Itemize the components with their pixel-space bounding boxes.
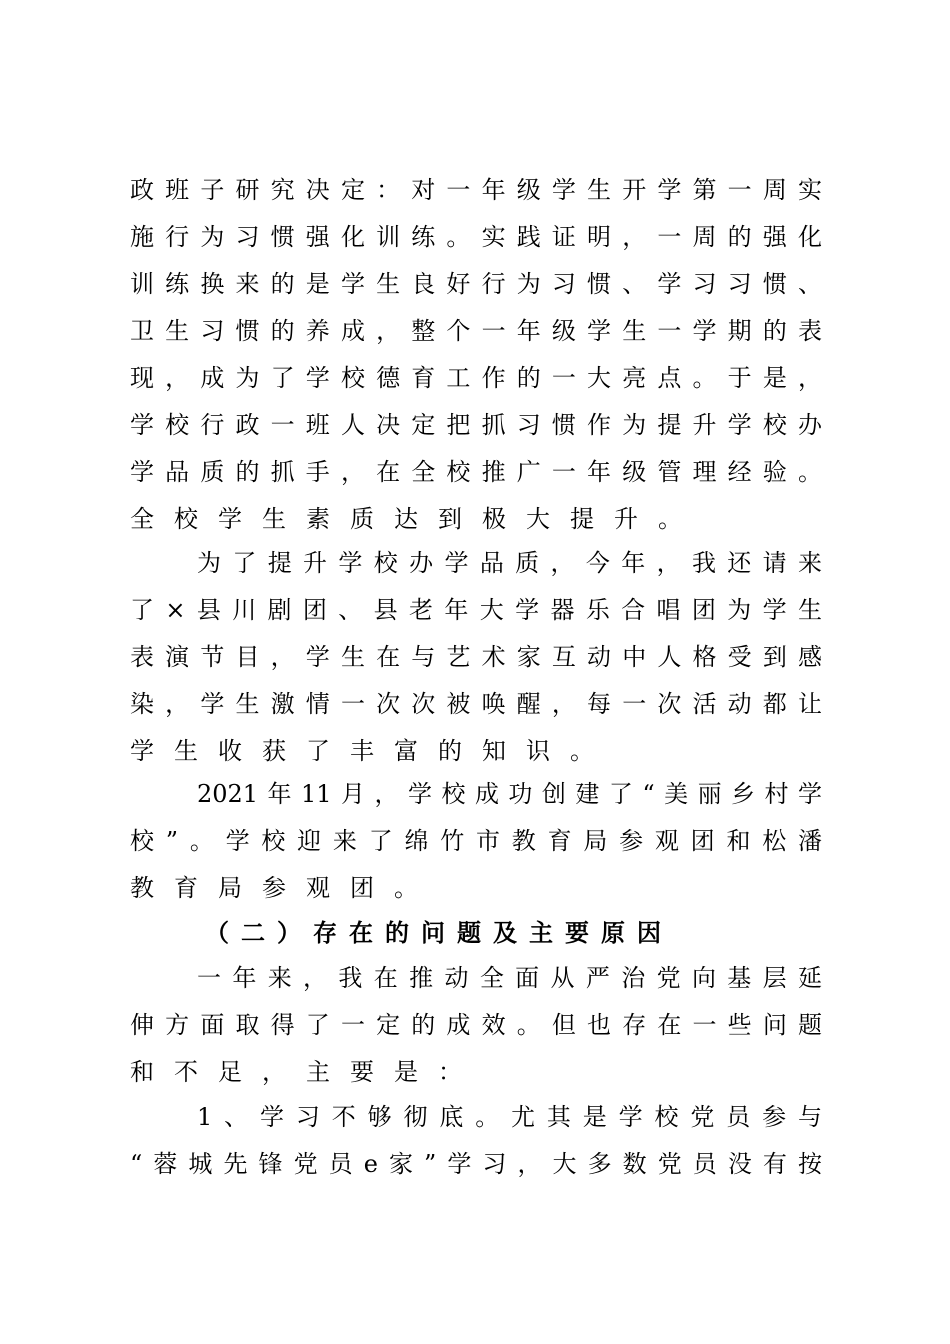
paragraph-line-6: 学校行政一班人决定把抓习惯作为提升学校办	[130, 411, 822, 439]
paragraph-line-15: 校”。学校迎来了绵竹市教育局参观团和松潘	[130, 827, 822, 855]
paragraph-line-10: 了×县川剧团、县老年大学器乐合唱团为学生	[130, 596, 822, 624]
paragraph-line-12: 染，学生激情一次次被唤醒，每一次活动都让	[130, 690, 822, 718]
paragraph-line-20: 1、学习不够彻底。尤其是学校党员参与	[197, 1103, 822, 1131]
paragraph-line-1: 政班子研究决定：对一年级学生开学第一周实	[130, 176, 822, 204]
paragraph-line-5: 现，成为了学校德育工作的一大亮点。于是，	[130, 364, 822, 392]
paragraph-line-13: 学生收获了丰富的知识。	[130, 737, 614, 765]
section-heading: （二）存在的问题及主要原因	[205, 918, 673, 947]
paragraph-line-14: 2021年11月，学校成功创建了“美丽乡村学	[197, 780, 822, 808]
paragraph-line-2: 施行为习惯强化训练。实践证明，一周的强化	[130, 223, 822, 251]
paragraph-line-21: “蓉城先锋党员e家”学习，大多数党员没有按	[130, 1150, 822, 1178]
paragraph-line-7: 学品质的抓手，在全校推广一年级管理经验。	[130, 458, 822, 486]
paragraph-line-17: 一年来，我在推动全面从严治党向基层延	[197, 964, 822, 992]
paragraph-line-19: 和不足，主要是：	[130, 1058, 482, 1086]
paragraph-line-3: 训练换来的是学生良好行为习惯、学习习惯、	[130, 270, 822, 298]
paragraph-line-11: 表演节目，学生在与艺术家互动中人格受到感	[130, 643, 822, 671]
paragraph-line-8: 全校学生素质达到极大提升。	[130, 505, 702, 533]
paragraph-line-9: 为了提升学校办学品质，今年，我还请来	[197, 549, 822, 577]
paragraph-line-18: 伸方面取得了一定的成效。但也存在一些问题	[130, 1011, 822, 1039]
paragraph-line-4: 卫生习惯的养成，整个一年级学生一学期的表	[130, 317, 822, 345]
paragraph-line-16: 教育局参观团。	[130, 874, 438, 902]
